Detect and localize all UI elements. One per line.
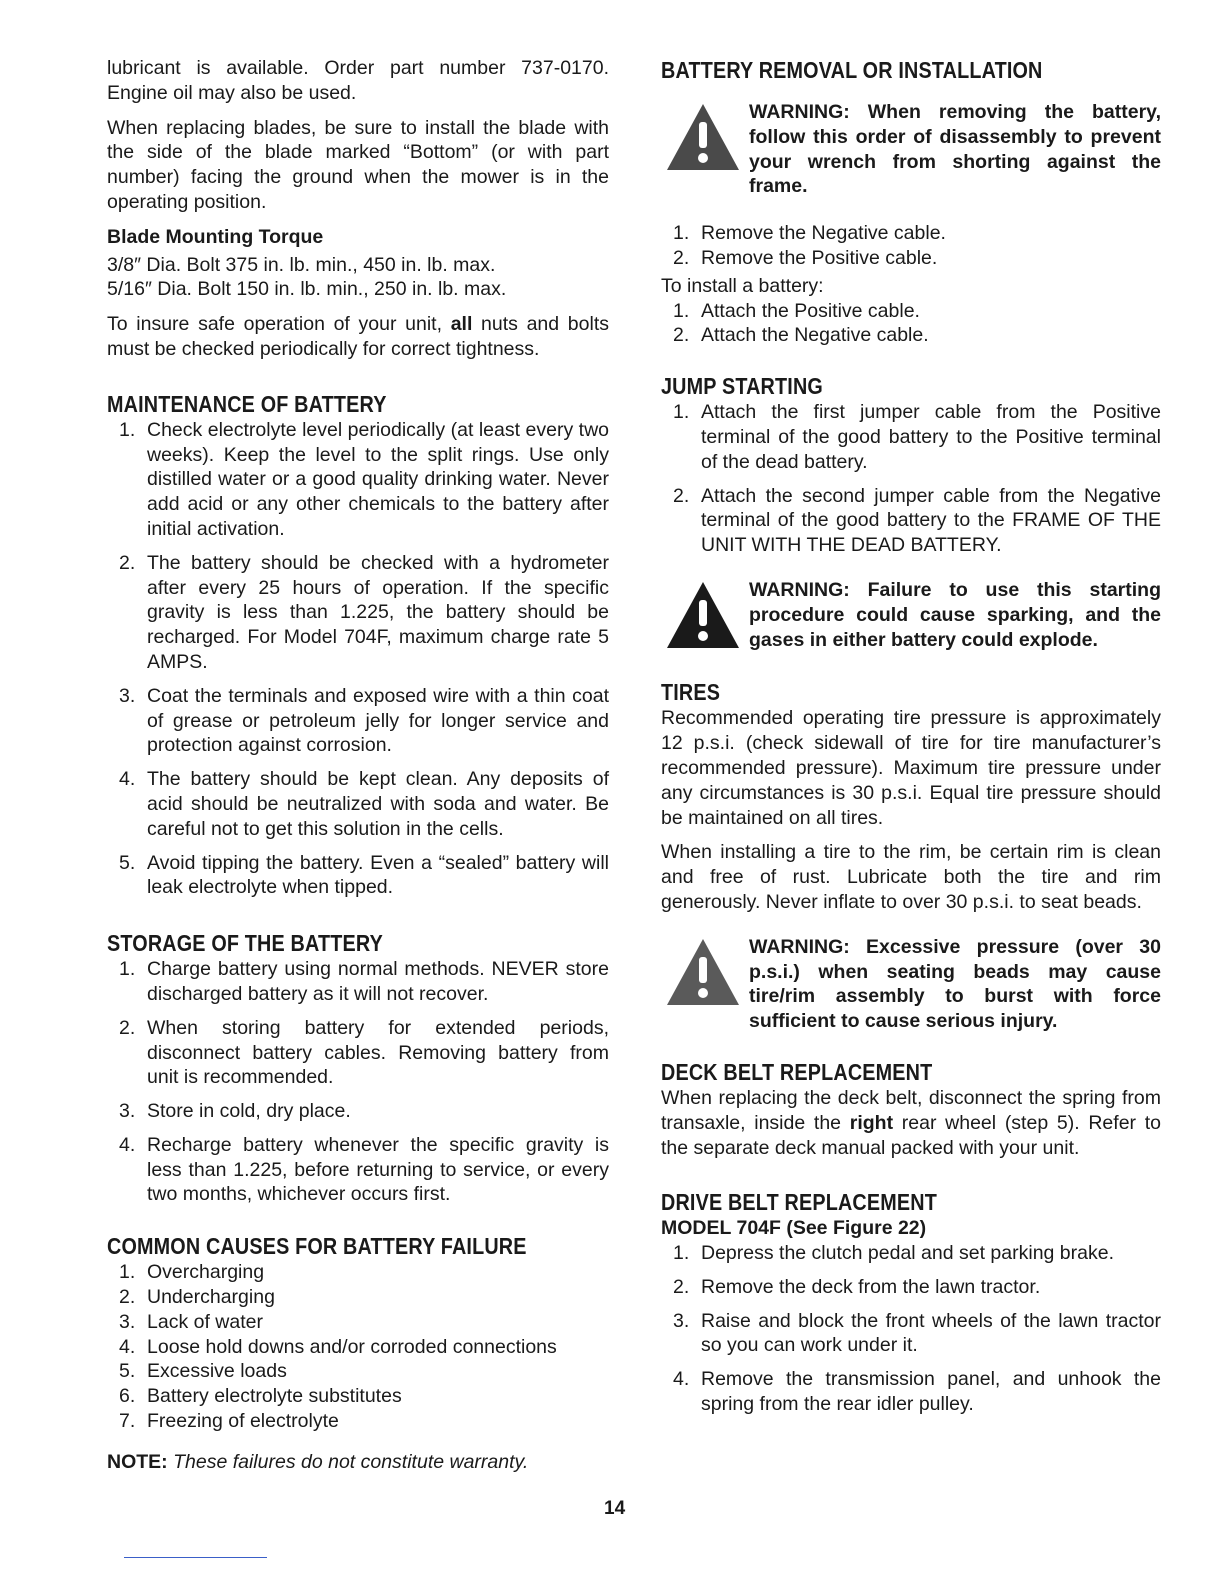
list-number: 4. xyxy=(119,768,136,791)
list-text: Overcharging xyxy=(147,1261,265,1284)
deck-heading: DECK BELT REPLACEMENT xyxy=(661,1058,933,1085)
note-label: NOTE: xyxy=(107,1450,168,1473)
list-number: 3. xyxy=(673,1309,690,1332)
list-item xyxy=(107,418,609,542)
jump-warning xyxy=(661,578,1161,652)
tires-warning xyxy=(661,935,1161,1034)
list-text: Remove the Negative cable. xyxy=(701,222,946,245)
list-number: 1. xyxy=(673,401,690,424)
list-text: Lack of water xyxy=(147,1310,263,1333)
list-number: 5. xyxy=(119,851,136,874)
intro-paragraph-1: lubricant is available. Order part number 737-0170. Engine oil may also be used. xyxy=(107,57,609,104)
deck-text-post: rear wheel (step 5). Refer to the separate deck manual packed with your unit. xyxy=(661,1111,1161,1159)
storage-heading: STORAGE OF THE BATTERY xyxy=(107,930,383,957)
list-number: 2. xyxy=(119,1286,136,1309)
intro-paragraph-2: When replacing blades, be sure to install the blade with the side of the blade marked “Bottom” (or with part number) facing the ground when the mower is in the operating position. xyxy=(107,116,609,213)
list-item xyxy=(107,1099,609,1124)
warning-triangle-icon xyxy=(665,102,741,172)
list-number: 3. xyxy=(119,1100,136,1123)
list-number: 2. xyxy=(673,246,690,269)
list-item xyxy=(107,767,609,841)
list-number: 1. xyxy=(673,1242,690,1265)
list-number: 1. xyxy=(119,1261,136,1284)
warning-text: WARNING: Failure to use this starting procedure could cause sparking, and the gases in either battery could explode. xyxy=(749,578,1161,651)
tires-paragraph-2: When installing a tire to the rim, be certain rim is clean and free of rust. Lubricate both the tire and rim generously. Never inflate to over 30 p.s.i. to seat beads. xyxy=(661,841,1161,913)
list-text: When storing battery for extended periods, disconnect battery cables. Removing battery from unit is recommended. xyxy=(147,1016,609,1089)
deck-text-pre: When replacing the deck belt, disconnect the spring from transaxle, inside the xyxy=(661,1086,1161,1134)
list-text: Remove the transmission panel, and unhook the spring from the rear idler pulley. xyxy=(701,1368,1161,1416)
list-item xyxy=(661,1241,1161,1266)
list-text: Undercharging xyxy=(147,1286,275,1309)
list-number: 4. xyxy=(673,1368,690,1391)
remove-list xyxy=(661,221,1161,271)
list-item xyxy=(661,484,1161,558)
list-item xyxy=(107,1335,609,1360)
right-column xyxy=(661,56,1161,1426)
list-item xyxy=(661,299,1161,324)
list-text: Attach the Negative cable. xyxy=(701,324,929,347)
list-number: 2. xyxy=(673,1275,690,1298)
torque-heading: Blade Mounting Torque xyxy=(107,225,324,248)
list-text: Charge battery using normal methods. NEVER store discharged battery as it will not recover. xyxy=(147,958,609,1005)
drive-list xyxy=(661,1241,1161,1417)
note xyxy=(107,1450,609,1475)
list-text: Raise and block the front wheels of the lawn tractor so you can work under it. xyxy=(701,1309,1161,1357)
list-number: 2. xyxy=(119,551,136,574)
list-text: Remove the deck from the lawn tractor. xyxy=(701,1275,1041,1298)
footer-rule xyxy=(124,1557,267,1558)
list-text: Check electrolyte level periodically (at least every two weeks). Keep the level to the split rings. Use only distilled water or a good quality drinking water. Never add acid or any other chemicals to the battery after initial activation. xyxy=(147,418,609,540)
list-number: 6. xyxy=(119,1385,136,1408)
deck-paragraph xyxy=(661,1086,1161,1160)
removal-warning xyxy=(661,100,1161,199)
list-number: 4. xyxy=(119,1133,136,1156)
list-item xyxy=(107,1310,609,1335)
list-item xyxy=(661,246,1161,271)
warning-triangle-icon xyxy=(665,937,741,1007)
list-item xyxy=(107,957,609,1007)
left-column xyxy=(107,56,609,1475)
safety-text-pre: To insure safe operation of your unit, xyxy=(107,313,451,336)
list-text: Excessive loads xyxy=(147,1360,287,1383)
list-text: Freezing of electrolyte xyxy=(147,1410,339,1433)
install-label: To install a battery: xyxy=(661,274,824,297)
list-text: Depress the clutch pedal and set parking brake. xyxy=(701,1242,1114,1265)
list-text: Coat the terminals and exposed wire with a thin coat of grease or petroleum jelly for longer service and protection against corrosion. xyxy=(147,684,609,757)
causes-list xyxy=(107,1260,609,1434)
list-item xyxy=(107,1016,609,1090)
maintenance-list xyxy=(107,418,609,900)
list-text: Remove the Positive cable. xyxy=(701,246,938,269)
list-text: The battery should be kept clean. Any deposits of acid should be neutralized with soda and water. Be careful not to get this solution in the cells. xyxy=(147,768,609,840)
list-number: 7. xyxy=(119,1410,136,1433)
maintenance-heading: MAINTENANCE OF BATTERY xyxy=(107,390,387,417)
list-text: Store in cold, dry place. xyxy=(147,1100,351,1123)
safety-paragraph xyxy=(107,312,609,362)
removal-heading: BATTERY REMOVAL OR INSTALLATION xyxy=(661,57,1043,83)
deck-text-bold: right xyxy=(849,1111,894,1134)
list-text: Recharge battery whenever the specific gravity is less than 1.225, before returning to service, or every two months, whichever occurs first. xyxy=(147,1133,609,1206)
list-number: 2. xyxy=(119,1016,136,1039)
list-number: 1. xyxy=(673,299,690,322)
list-item xyxy=(107,1409,609,1434)
tires-heading: TIRES xyxy=(661,679,721,706)
note-text: These failures do not constitute warranty. xyxy=(173,1450,529,1473)
list-item xyxy=(107,1285,609,1310)
causes-heading: COMMON CAUSES FOR BATTERY FAILURE xyxy=(107,1233,527,1260)
list-text: Attach the Positive cable. xyxy=(701,299,920,322)
list-number: 3. xyxy=(119,1310,136,1333)
warning-text: WARNING: When removing the battery, follow this order of disassembly to prevent your wrench from shorting against the frame. xyxy=(749,101,1161,198)
list-text: Avoid tipping the battery. Even a “sealed” battery will leak electrolyte when tipped. xyxy=(147,851,609,899)
safety-text-post: nuts and bolts must be checked periodically for correct tightness. xyxy=(107,313,609,360)
warning-triangle-icon xyxy=(665,580,741,650)
list-number: 2. xyxy=(673,484,690,507)
drive-subheading: MODEL 704F (See Figure 22) xyxy=(661,1217,927,1240)
safety-text-bold: all xyxy=(450,313,473,336)
list-item xyxy=(661,1367,1161,1417)
list-item xyxy=(661,221,1161,246)
list-number: 1. xyxy=(119,418,136,441)
list-item xyxy=(661,400,1161,474)
jump-heading: JUMP STARTING xyxy=(661,373,823,400)
list-number: 1. xyxy=(119,958,136,981)
list-text: Battery electrolyte substitutes xyxy=(147,1385,402,1408)
list-item xyxy=(661,1275,1161,1300)
storage-list xyxy=(107,957,609,1207)
page-number: 14 xyxy=(604,1498,626,1519)
warning-text: WARNING: Excessive pressure (over 30 p.s.i.) when seating beads may cause tire/rim assembly to burst with force sufficient to cause serious injury. xyxy=(749,935,1161,1033)
list-text: The battery should be checked with a hydrometer after every 25 hours of operation. If the specific gravity is less than 1.225, the battery should be recharged. For Model 704F, maximum charge rate 5 AMPS. xyxy=(147,551,609,673)
list-item xyxy=(661,1309,1161,1359)
tires-paragraph-1: Recommended operating tire pressure is approximately 12 p.s.i. (check sidewall of tire for tire manufacturer’s recommended pressure). Maximum tire pressure under any circumstances is 30 p.s.i. Equal tire pressure should be maintained on all tires. xyxy=(661,707,1161,829)
drive-heading: DRIVE BELT REPLACEMENT xyxy=(661,1189,937,1216)
list-item xyxy=(107,1133,609,1207)
list-item xyxy=(107,1260,609,1285)
list-text: Loose hold downs and/or corroded connections xyxy=(147,1335,557,1358)
list-number: 5. xyxy=(119,1360,136,1383)
torque-line-1: 3/8″ Dia. Bolt 375 in. lb. min., 450 in. lb. max. xyxy=(107,253,496,276)
jump-list xyxy=(661,400,1161,558)
list-number: 3. xyxy=(119,684,136,707)
list-text: Attach the first jumper cable from the Positive terminal of the good battery to the Positive terminal of the dead battery. xyxy=(701,401,1161,473)
list-text: Attach the second jumper cable from the Negative terminal of the good battery to the FRAME OF THE UNIT WITH THE DEAD BATTERY. xyxy=(701,484,1161,557)
list-item xyxy=(107,551,609,675)
list-item xyxy=(107,1359,609,1384)
list-item xyxy=(107,684,609,758)
torque-line-2: 5/16″ Dia. Bolt 150 in. lb. min., 250 in. lb. max. xyxy=(107,278,507,301)
list-item xyxy=(661,323,1161,348)
list-number: 1. xyxy=(673,222,690,245)
list-item xyxy=(107,1384,609,1409)
install-list xyxy=(661,299,1161,349)
list-item xyxy=(107,851,609,901)
list-number: 2. xyxy=(673,324,690,347)
list-number: 4. xyxy=(119,1335,136,1358)
